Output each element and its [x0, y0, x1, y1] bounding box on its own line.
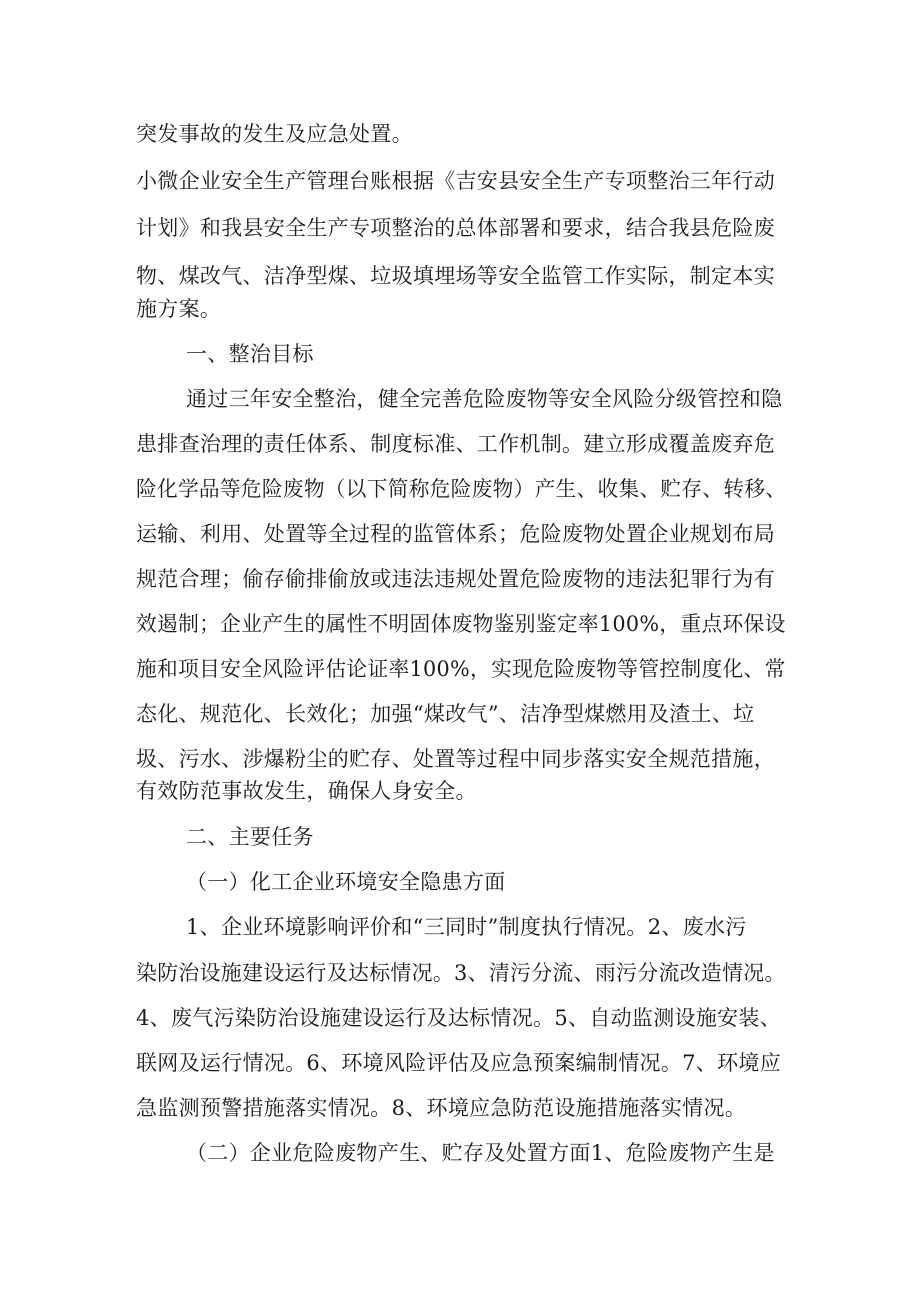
text-line-intro: 计划》和我县安全生产专项整治的总体部署和要求，结合我县危险废	[136, 216, 775, 240]
text-line-goals: 有效防范事故发生，确保人身安全。	[136, 779, 477, 803]
subsection-heading-hazardous-waste: （二）企业危险废物产生、贮存及处置方面1、危险废物产生是	[186, 1141, 775, 1165]
text-line-chemical: 4、废气污染防治设施建设运行及达标情况。5、自动监测设施安装、	[136, 1006, 782, 1030]
text-line-intro: 施方案。	[136, 297, 222, 321]
text-line-goals: 患排查治理的责任体系、制度标准、工作机制。建立形成覆盖废弃危	[136, 432, 775, 456]
text-line-goals: 规范合理；偷存偷排偷放或违法违规处置危险废物的违法犯罪行为有	[136, 567, 775, 591]
subsection-heading-chemical: （一）化工企业环境安全隐患方面	[186, 870, 506, 894]
text-line-goals: 通过三年安全整治，健全完善危险废物等安全风险分级管控和隐	[186, 387, 783, 411]
text-line-intro: 物、煤改气、洁净型煤、垃圾填埋场等安全监管工作实际，制定本实	[136, 264, 775, 288]
section-heading-goals: 一、整治目标	[186, 342, 314, 366]
text-line-goals: 施和项目安全风险评估论证率100%，实现危险废物等管控制度化、常	[136, 657, 786, 681]
text-line-goals: 态化、规范化、长效化；加强“煤改气”、洁净型煤燃用及渣土、垃	[136, 702, 755, 726]
text-line-intro: 小微企业安全生产管理台账根据《吉安县安全生产专项整治三年行动	[136, 169, 775, 193]
text-line-continuation: 突发事故的发生及应急处置。	[136, 122, 413, 146]
text-line-goals: 效遏制；企业产生的属性不明固体废物鉴别鉴定率100%，重点环保设	[136, 612, 786, 636]
text-line-goals: 圾、污水、涉爆粉尘的贮存、处置等过程中同步落实安全规范措施，	[136, 747, 775, 771]
text-line-chemical: 联网及运行情况。6、环境风险评估及应急预案编制情况。7、环境应	[136, 1051, 782, 1075]
text-line-chemical: 染防治设施建设运行及达标情况。3、清污分流、雨污分流改造情况。	[136, 961, 786, 985]
text-line-chemical: 急监测预警措施落实情况。8、环境应急防范设施措施落实情况。	[136, 1096, 747, 1120]
text-line-goals: 险化学品等危险废物（以下简称危险废物）产生、收集、贮存、转移、	[136, 477, 787, 501]
section-heading-tasks: 二、主要任务	[186, 825, 314, 849]
text-line-goals: 运输、利用、处置等全过程的监管体系；危险废物处置企业规划布局	[136, 522, 775, 546]
text-line-chemical: 1、企业环境影响评价和“三同时”制度执行情况。2、废水污	[186, 915, 747, 939]
